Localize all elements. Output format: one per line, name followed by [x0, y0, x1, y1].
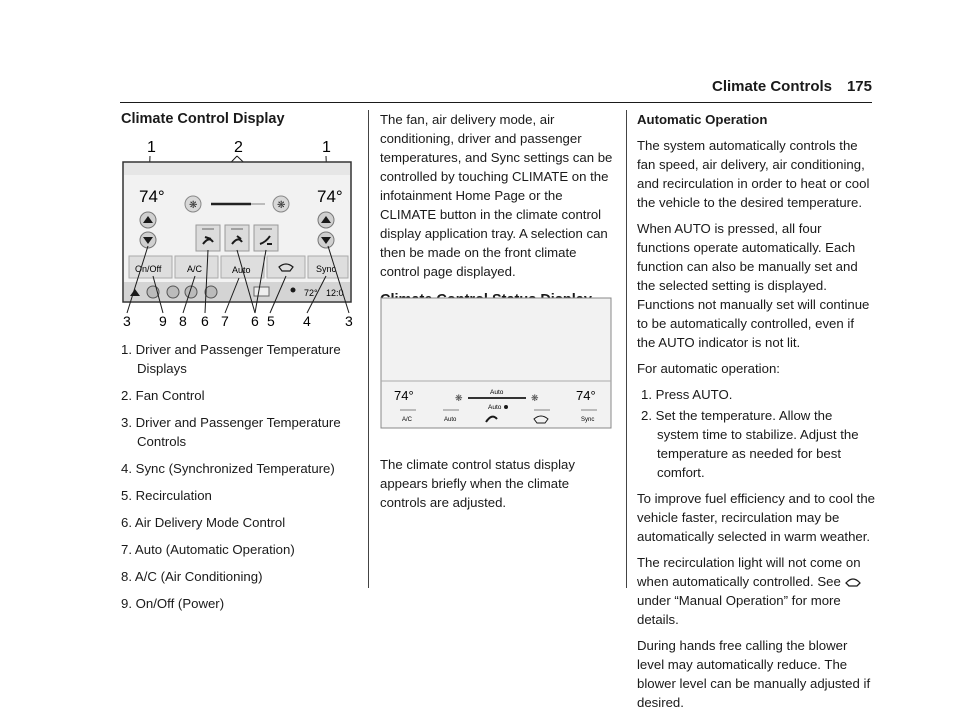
driver-temp: 74° — [139, 187, 165, 206]
auto-paragraph-5b: under “Manual Operation” for more details. — [637, 593, 841, 627]
status-right-temp: 74° — [576, 388, 596, 403]
status-clock: 12:0 — [326, 288, 344, 298]
status-auto-label: Auto — [444, 417, 457, 423]
passenger-temp-down-button[interactable] — [318, 232, 334, 248]
legend-list — [121, 340, 361, 613]
right-column — [637, 110, 875, 719]
auto-button[interactable]: Auto — [232, 265, 251, 275]
svg-text:❋: ❋ — [277, 200, 286, 211]
callout-bottom-5: 7 — [221, 313, 229, 329]
callout-bottom-1: 3 — [123, 313, 131, 329]
callout-top-2: 2 — [234, 139, 243, 156]
on-off-button[interactable]: On/Off — [135, 264, 162, 274]
svg-text:❋: ❋ — [455, 393, 463, 403]
auto-paragraph-5 — [637, 553, 875, 629]
middle-column — [380, 110, 618, 318]
legend-item: 9. On/Off (Power) — [121, 596, 225, 611]
callout-bottom-9: 3 — [345, 313, 353, 329]
status-fan-label: Auto — [490, 389, 504, 396]
page-number: 175 — [846, 78, 872, 95]
legend-list-container — [121, 340, 361, 621]
callout-top-3: 1 — [322, 139, 331, 156]
status-mode-dot — [504, 405, 508, 409]
status-sync-label: Sync — [581, 417, 595, 423]
legend-item: 2. Fan Control — [121, 388, 205, 403]
passenger-temp: 74° — [317, 187, 343, 206]
legend-item: 6. Air Delivery Mode Control — [121, 515, 286, 530]
status-left-temp: 74° — [394, 388, 414, 403]
outside-temp: 72° — [304, 288, 318, 298]
legend-item: 4. Sync (Synchronized Temperature) — [121, 461, 335, 476]
column-divider-1 — [368, 110, 369, 588]
callout-bottom-6: 6 — [251, 313, 259, 329]
legend-item: 7. Auto (Automatic Operation) — [121, 542, 295, 557]
legend-item: 1. Driver and Passenger Temperature Displays — [121, 342, 341, 376]
callout-bottom-4: 6 — [201, 313, 209, 329]
recirculation-icon — [844, 575, 862, 587]
status-caption-container — [380, 455, 618, 519]
legend-item: 8. A/C (Air Conditioning) — [121, 569, 263, 584]
section-title: Climate Controls — [711, 78, 832, 95]
auto-paragraph-3: For automatic operation: — [637, 361, 780, 376]
air-delivery-mode-buttons[interactable] — [196, 225, 278, 251]
svg-text:❋: ❋ — [189, 200, 198, 211]
climate-control-display-heading: Climate Control Display — [121, 111, 285, 127]
callout-bottom-3: 8 — [179, 313, 187, 329]
column-divider-2 — [626, 110, 627, 588]
auto-step: 2. Set the temperature. Allow the system time to stabilize. Adjust the temperature as needed for best comfort. — [641, 408, 859, 480]
legend-item: 3. Driver and Passenger Temperature Controls — [121, 415, 341, 449]
auto-paragraph-4: To improve fuel efficiency and to cool the vehicle faster, recirculation may be automatically selected in warm weather. — [637, 491, 875, 544]
header-rule — [120, 102, 872, 103]
auto-steps — [641, 385, 875, 482]
intro-paragraph: The fan, air delivery mode, air conditioning, driver and passenger temperatures, and Sync settings can be controlled by touching CLIMATE on the infotainment Home Page or the CLIMATE button in the climate control display application tray. A selection can then be made on the front climate control page displayed. — [380, 112, 613, 279]
climate-control-display-figure — [121, 136, 361, 332]
driver-temp-down-button[interactable] — [140, 232, 156, 248]
automatic-operation-heading: Automatic Operation — [637, 112, 768, 127]
svg-text:❋: ❋ — [531, 393, 539, 403]
auto-paragraph-1: The system automatically controls the fan speed, air delivery, air conditioning, and recirculation in order to heat or cool the vehicle to the desired temperature. — [637, 138, 870, 210]
legend-item: 5. Recirculation — [121, 488, 212, 503]
ac-button[interactable]: A/C — [187, 264, 203, 274]
callout-bottom-2: 9 — [159, 313, 167, 329]
status-ac-label: A/C — [402, 417, 413, 423]
status-caption: The climate control status display appears briefly when the climate controls are adjusted. — [380, 457, 575, 510]
screen-top-bar — [124, 163, 350, 175]
auto-paragraph-5a: The recirculation light will not come on when automatically controlled. See — [637, 555, 861, 589]
auto-paragraph-2: When AUTO is pressed, all four functions operate automatically. Each function can also be manually set and the selected setting is displayed. Functions not manually set will continue to be automatically controlled, even if the AUTO indicator is not lit. — [637, 221, 870, 350]
status-display-figure — [380, 297, 612, 429]
passenger-temp-up-button[interactable] — [318, 212, 334, 228]
callout-bottom-8: 4 — [303, 313, 311, 329]
status-mode-label: Auto — [488, 404, 502, 411]
page-header — [120, 78, 872, 100]
sync-button[interactable]: Sync — [316, 264, 337, 274]
driver-temp-up-button[interactable] — [140, 212, 156, 228]
auto-step: 1. Press AUTO. — [641, 387, 733, 402]
callout-top-1: 1 — [147, 139, 156, 156]
callout-bottom-7: 5 — [267, 313, 275, 329]
left-column — [121, 110, 361, 137]
auto-paragraph-6: During hands free calling the blower level may automatically reduce. The blower level can be manually adjusted if desired. — [637, 638, 871, 710]
